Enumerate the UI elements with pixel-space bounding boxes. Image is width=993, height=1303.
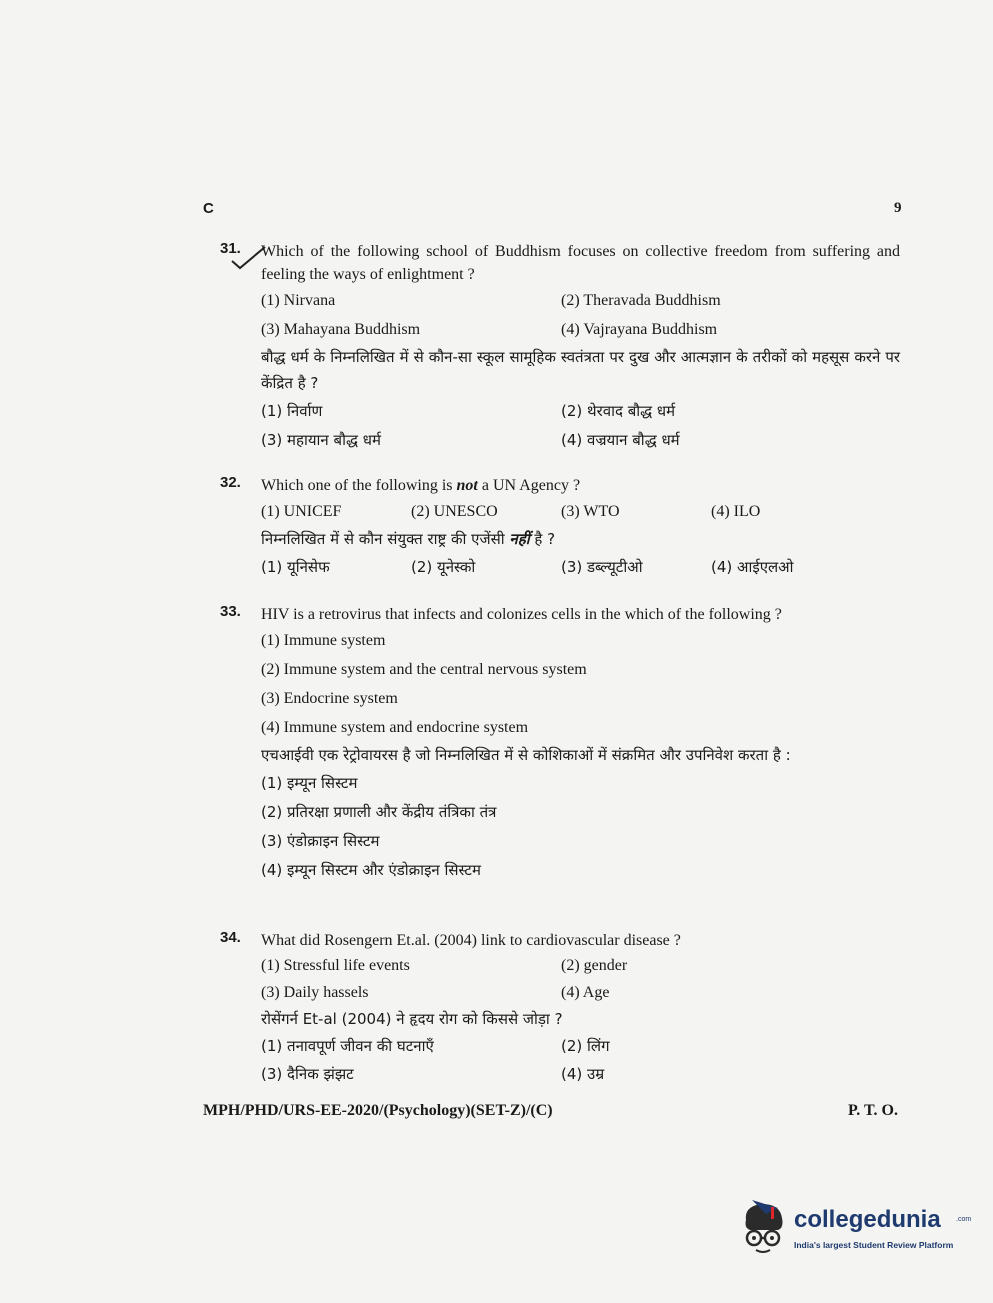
set-code: C — [203, 200, 214, 217]
option-3-en: (3) WTO — [561, 503, 620, 520]
mascot-icon — [738, 1198, 792, 1258]
option-4-en: (4) Vajrayana Buddhism — [561, 321, 718, 338]
question-text-hi: निम्नलिखित में से कौन संयुक्त राष्ट्र की एजेंसी नहीं है ? — [261, 530, 556, 548]
pto-label: P. T. O. — [848, 1102, 898, 1119]
option-4-en: (4) Age — [561, 984, 610, 1001]
option-2-hi: (2) थेरवाद बौद्ध धर्म — [561, 401, 676, 420]
option-4-hi: (4) आईएलओ — [711, 557, 794, 576]
question-34 — [220, 929, 900, 1088]
negation-emphasis-hi: नहीं — [509, 530, 530, 548]
option-3-en: (3) Endocrine system — [261, 690, 398, 707]
question-number: 32. — [220, 474, 241, 491]
question-32 — [220, 474, 900, 581]
option-1-hi: (1) इम्यून सिस्टम — [261, 773, 358, 792]
logo-tagline: India's largest Student Review Platform — [794, 1240, 954, 1250]
option-1-en: (1) UNICEF — [261, 503, 342, 520]
option-2-hi: (2) लिंग — [561, 1037, 610, 1055]
option-3-hi: (3) महायान बौद्ध धर्म — [261, 430, 381, 449]
negation-emphasis: not — [456, 477, 478, 494]
logo-domain-suffix: .com — [956, 1216, 972, 1223]
question-31 — [220, 240, 900, 454]
page-number: 9 — [894, 200, 902, 216]
question-text-en: HIV is a retrovirus that infects and colonizes cells in the which of the following ? — [261, 606, 782, 623]
paper-code: MPH/PHD/URS-EE-2020/(Psychology)(SET-Z)/(C) — [203, 1102, 553, 1119]
option-1-en: (1) Stressful life events — [261, 957, 410, 974]
logo-wordmark: collegedunia — [794, 1206, 941, 1233]
question-number: 34. — [220, 929, 241, 946]
option-3-hi: (3) दैनिक झंझट — [261, 1065, 354, 1083]
option-3-en: (3) Mahayana Buddhism — [261, 321, 421, 338]
option-3-en: (3) Daily hassels — [261, 984, 369, 1001]
option-3-hi: (3) एंडोक्राइन सिस्टम — [261, 831, 380, 850]
collegedunia-logo — [738, 1198, 972, 1260]
option-2-hi: (2) प्रतिरक्षा प्रणाली और केंद्रीय तंत्रिका तंत्र — [261, 802, 497, 821]
option-3-hi: (3) डब्ल्यूटीओ — [561, 557, 643, 576]
option-2-en: (2) Theravada Buddhism — [561, 292, 721, 309]
option-2-en: (2) Immune system and the central nervous system — [261, 661, 587, 678]
question-text-hi: एचआईवी एक रेट्रोवायरस है जो निम्नलिखित में से कोशिकाओं में संक्रमित और उपनिवेश करता है : — [261, 746, 791, 764]
option-2-en: (2) UNESCO — [411, 503, 498, 520]
question-text-hi: रोसेंगर्न Et-al (2004) ने हृदय रोग को किससे जोड़ा ? — [261, 1010, 563, 1028]
question-text-hi: बौद्ध धर्म के निम्नलिखित में से कौन-सा स्कूल सामूहिक स्वतंत्रता पर दुख और आत्मज्ञान के तरीकों को महसूस करने पर केंद्रित है ? — [261, 348, 900, 392]
option-1-hi: (1) तनावपूर्ण जीवन की घटनाएँ — [261, 1037, 434, 1055]
option-4-hi: (4) इम्यून सिस्टम और एंडोक्राइन सिस्टम — [261, 860, 481, 879]
question-text-en: Which of the following school of Buddhism focuses on collective freedom from suffering and feeling the ways of enlightment ? — [261, 243, 900, 283]
option-1-en: (1) Immune system — [261, 632, 386, 649]
question-33 — [220, 603, 900, 884]
option-2-en: (2) gender — [561, 957, 628, 974]
question-text-en: What did Rosengern Et.al. (2004) link to cardiovascular disease ? — [261, 932, 681, 949]
question-text-en: Which one of the following is not a UN Agency ? — [261, 477, 581, 494]
option-1-en: (1) Nirvana — [261, 292, 336, 309]
question-number: 31. — [220, 240, 241, 257]
question-number: 33. — [220, 603, 241, 620]
option-2-hi: (2) यूनेस्को — [411, 557, 476, 576]
option-4-hi: (4) वज्रयान बौद्ध धर्म — [561, 430, 680, 449]
option-4-hi: (4) उम्र — [561, 1065, 605, 1083]
option-4-en: (4) Immune system and endocrine system — [261, 719, 529, 736]
option-1-hi: (1) यूनिसेफ — [261, 557, 330, 576]
option-4-en: (4) ILO — [711, 503, 761, 520]
option-1-hi: (1) निर्वाण — [261, 401, 323, 420]
